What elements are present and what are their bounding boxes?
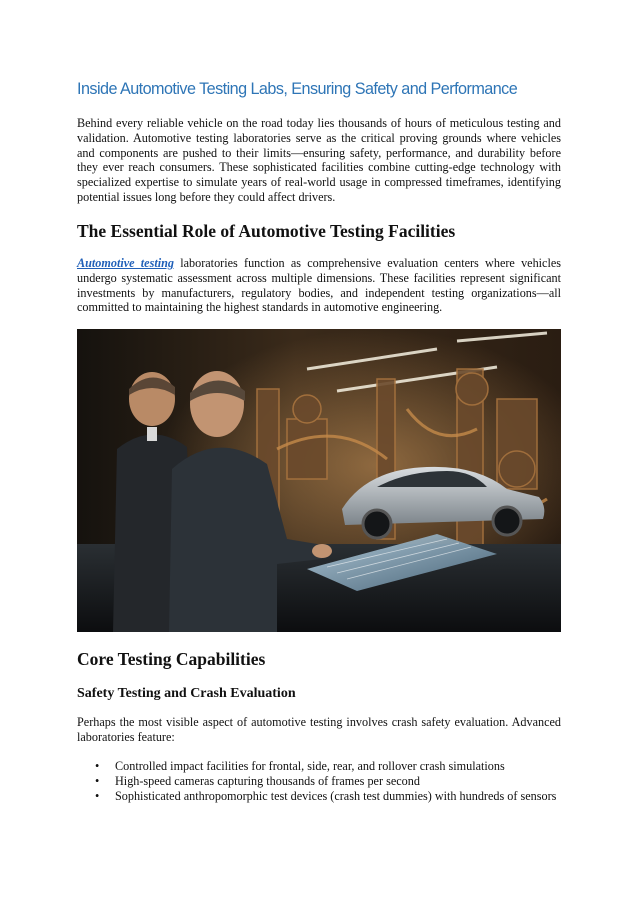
- essential-role-text: laboratories function as comprehensive evaluation centers where vehicles undergo systematic assessment across multiple dimensions. These facilities represent significant investments by manufacturers, regulatory bodies, and independent testing organizations—all committed to maintaining the highest standards in automotive engineering.: [77, 256, 561, 315]
- list-item: [77, 774, 561, 789]
- automotive-testing-link[interactable]: Automotive testing: [77, 256, 174, 270]
- list-item-text: High-speed cameras capturing thousands of frames per second: [115, 773, 420, 788]
- bullet-icon: •: [95, 773, 100, 788]
- bullet-icon: •: [95, 788, 100, 803]
- list-item-text: Sophisticated anthropomorphic test devices (crash test dummies) with hundreds of sensors: [115, 788, 557, 803]
- section-heading-core-capabilities: Core Testing Capabilities: [77, 649, 266, 669]
- intro-paragraph: Behind every reliable vehicle on the road today lies thousands of hours of meticulous testing and validation. Automotive testing laboratories serve as the critical proving grounds where vehicles and components are pushed to their limits—ensuring safety, performance, and durability before they ever reach consumers. These sophisticated facilities combine cutting-edge technology with specialized expertise to simulate years of real-world usage in compressed timeframes, identifying potential issues long before they could affect drivers.: [77, 116, 561, 204]
- testing-lab-photo: [77, 329, 561, 632]
- section-heading-essential-role: The Essential Role of Automotive Testing Facilities: [77, 221, 456, 241]
- list-item: [77, 759, 561, 774]
- testing-lab-illustration: [77, 329, 561, 632]
- essential-role-paragraph: [77, 256, 561, 315]
- page-title: Inside Automotive Testing Labs, Ensuring Safety and Performance: [77, 80, 518, 98]
- subheading-safety-testing: Safety Testing and Crash Evaluation: [77, 686, 296, 701]
- safety-testing-paragraph: Perhaps the most visible aspect of automotive testing involves crash safety evaluation. Advanced laboratories feature:: [77, 715, 561, 744]
- list-item: [77, 789, 561, 804]
- safety-features-list: [77, 759, 561, 803]
- bullet-icon: •: [95, 759, 100, 773]
- list-item-text: Controlled impact facilities for frontal, side, rear, and rollover crash simulations: [115, 759, 505, 773]
